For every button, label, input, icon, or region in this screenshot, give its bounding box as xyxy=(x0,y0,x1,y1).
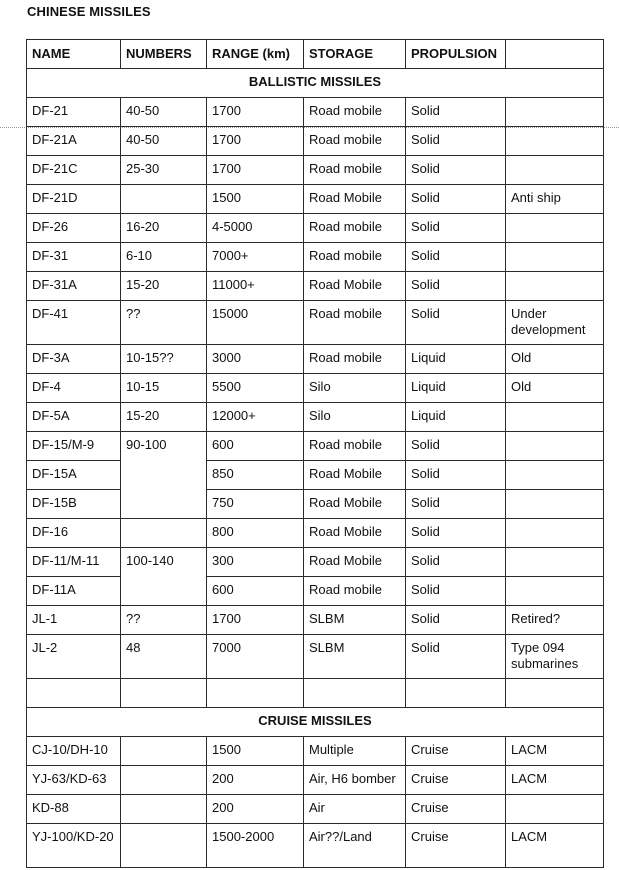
cell-numbers: 15-20 xyxy=(121,403,207,432)
table-row xyxy=(27,606,604,635)
cell-name: JL-1 xyxy=(27,606,121,635)
cell-numbers: 15-20 xyxy=(121,272,207,301)
cell-notes xyxy=(506,98,604,127)
cell-storage: Silo xyxy=(304,403,406,432)
cell-notes xyxy=(506,490,604,519)
table-row xyxy=(27,490,604,519)
table-row xyxy=(27,577,604,606)
cell-notes xyxy=(506,795,604,824)
empty-row xyxy=(27,679,604,708)
cell-notes xyxy=(506,519,604,548)
cell-notes xyxy=(506,577,604,606)
cell-storage: Road Mobile xyxy=(304,548,406,577)
cell-notes xyxy=(506,214,604,243)
cell-range: 1700 xyxy=(207,98,304,127)
cell-storage: Road mobile xyxy=(304,243,406,272)
cell-name: DF-16 xyxy=(27,519,121,548)
cell-storage: Air xyxy=(304,795,406,824)
cell-range: 600 xyxy=(207,432,304,461)
cell-storage: SLBM xyxy=(304,606,406,635)
cell-propulsion: Cruise xyxy=(406,824,506,868)
cell-propulsion: Solid xyxy=(406,243,506,272)
cell-range: 200 xyxy=(207,766,304,795)
cell-name xyxy=(27,824,121,868)
cell-propulsion: Solid xyxy=(406,185,506,214)
cell-name: DF-21D xyxy=(27,185,121,214)
table-row xyxy=(27,461,604,490)
cell-name: DF-31A xyxy=(27,272,121,301)
cell-storage: Road Mobile xyxy=(304,461,406,490)
table-row xyxy=(27,243,604,272)
cell-propulsion: Cruise xyxy=(406,795,506,824)
cell-notes: Under development xyxy=(506,301,604,345)
cell-range: 1500 xyxy=(207,737,304,766)
cell-numbers: 48 xyxy=(121,635,207,679)
cell-range: 1700 xyxy=(207,127,304,156)
cell-propulsion: Liquid xyxy=(406,374,506,403)
cell-name-text: YJ-100/KD-20 xyxy=(32,829,114,844)
cell-storage: Road mobile xyxy=(304,432,406,461)
cell-storage: Silo xyxy=(304,374,406,403)
cell-storage: Road Mobile xyxy=(304,519,406,548)
cell-numbers: 10-15 xyxy=(121,374,207,403)
cell-name: KD-88 xyxy=(27,795,121,824)
header-range: RANGE (km) xyxy=(207,40,304,69)
cell-name: DF-21 xyxy=(27,98,121,127)
cell-propulsion: Liquid xyxy=(406,345,506,374)
cell-numbers xyxy=(121,795,207,824)
table-row xyxy=(27,301,604,345)
cell-range: 12000+ xyxy=(207,403,304,432)
cell-range: 15000 xyxy=(207,301,304,345)
cell-range: 1700 xyxy=(207,156,304,185)
cell-notes xyxy=(506,403,604,432)
cell-numbers xyxy=(121,519,207,548)
cell-range: 600 xyxy=(207,577,304,606)
cell-notes xyxy=(506,548,604,577)
cell-name: DF-11A xyxy=(27,577,121,606)
empty-cell xyxy=(27,679,121,708)
table-row xyxy=(27,795,604,824)
cell-notes xyxy=(506,243,604,272)
cell-name: DF-41 xyxy=(27,301,121,345)
section-title: BALLISTIC MISSILES xyxy=(27,69,604,98)
cell-notes xyxy=(506,461,604,490)
empty-cell xyxy=(304,679,406,708)
table-row xyxy=(27,127,604,156)
table-row xyxy=(27,98,604,127)
cell-propulsion: Solid xyxy=(406,432,506,461)
cell-storage: Road mobile xyxy=(304,345,406,374)
cell-storage: Road Mobile xyxy=(304,272,406,301)
cell-storage: SLBM xyxy=(304,635,406,679)
cell-propulsion: Solid xyxy=(406,461,506,490)
cell-notes: Retired? xyxy=(506,606,604,635)
table-row xyxy=(27,374,604,403)
cell-storage: Multiple xyxy=(304,737,406,766)
cell-propulsion: Solid xyxy=(406,548,506,577)
cell-propulsion: Cruise xyxy=(406,766,506,795)
table-row xyxy=(27,548,604,577)
cell-name: CJ-10/DH-10 xyxy=(27,737,121,766)
header-propulsion: PROPULSION xyxy=(406,40,506,69)
cell-numbers: 40-50 xyxy=(121,127,207,156)
cell-notes xyxy=(506,272,604,301)
cell-range: 1500-2000 xyxy=(207,824,304,868)
header-storage: STORAGE xyxy=(304,40,406,69)
missiles-table xyxy=(26,39,604,868)
cell-name: DF-15A xyxy=(27,461,121,490)
cell-storage: Road mobile xyxy=(304,98,406,127)
cell-name: DF-21C xyxy=(27,156,121,185)
header-name: NAME xyxy=(27,40,121,69)
cell-propulsion: Solid xyxy=(406,635,506,679)
empty-cell xyxy=(406,679,506,708)
cell-numbers xyxy=(121,766,207,795)
cell-numbers: 16-20 xyxy=(121,214,207,243)
table-row xyxy=(27,766,604,795)
cell-propulsion: Solid xyxy=(406,156,506,185)
empty-cell xyxy=(121,679,207,708)
cell-range: 800 xyxy=(207,519,304,548)
cell-storage: Road mobile xyxy=(304,127,406,156)
empty-cell xyxy=(207,679,304,708)
cell-notes xyxy=(506,127,604,156)
cell-numbers xyxy=(121,824,207,868)
cell-range: 850 xyxy=(207,461,304,490)
cell-storage: Road mobile xyxy=(304,577,406,606)
cell-range: 4-5000 xyxy=(207,214,304,243)
cell-propulsion: Solid xyxy=(406,577,506,606)
cell-propulsion: Solid xyxy=(406,98,506,127)
header-numbers: NUMBERS xyxy=(121,40,207,69)
table-row xyxy=(27,403,604,432)
cell-propulsion: Solid xyxy=(406,519,506,548)
table-row xyxy=(27,824,604,868)
cell-storage: Road mobile xyxy=(304,214,406,243)
section-title: CRUISE MISSILES xyxy=(27,708,604,737)
cell-name: DF-3A xyxy=(27,345,121,374)
cell-propulsion: Liquid xyxy=(406,403,506,432)
cell-propulsion: Cruise xyxy=(406,737,506,766)
cell-name: DF-26 xyxy=(27,214,121,243)
cell-range: 200 xyxy=(207,795,304,824)
cell-name: YJ-63/KD-63 xyxy=(27,766,121,795)
cell-range: 11000+ xyxy=(207,272,304,301)
cell-notes: LACM xyxy=(506,737,604,766)
cell-range: 750 xyxy=(207,490,304,519)
cell-notes xyxy=(506,432,604,461)
table-row xyxy=(27,156,604,185)
cell-name: DF-11/M-11 xyxy=(27,548,121,577)
cell-name: DF-21A xyxy=(27,127,121,156)
cell-notes: LACM xyxy=(506,766,604,795)
cell-numbers: ?? xyxy=(121,301,207,345)
cell-numbers: ?? xyxy=(121,606,207,635)
table-row xyxy=(27,214,604,243)
cell-propulsion: Solid xyxy=(406,214,506,243)
cell-name: DF-31 xyxy=(27,243,121,272)
table-row xyxy=(27,635,604,679)
cell-notes: Anti ship xyxy=(506,185,604,214)
cell-numbers: 90-100 xyxy=(121,432,207,519)
section-row-ballistic xyxy=(27,69,604,98)
cell-numbers: 6-10 xyxy=(121,243,207,272)
cell-propulsion: Solid xyxy=(406,490,506,519)
table-row xyxy=(27,272,604,301)
cell-range: 1700 xyxy=(207,606,304,635)
cell-storage: Air, H6 bomber xyxy=(304,766,406,795)
header-row xyxy=(27,40,604,69)
table-row xyxy=(27,519,604,548)
cell-propulsion: Solid xyxy=(406,301,506,345)
section-row-cruise xyxy=(27,708,604,737)
cell-propulsion: Solid xyxy=(406,127,506,156)
cell-range: 3000 xyxy=(207,345,304,374)
cell-range: 5500 xyxy=(207,374,304,403)
cell-numbers: 25-30 xyxy=(121,156,207,185)
cell-notes: Old xyxy=(506,345,604,374)
cell-notes: LACM xyxy=(506,824,604,868)
cell-storage: Road Mobile xyxy=(304,185,406,214)
table-row xyxy=(27,737,604,766)
header-notes xyxy=(506,40,604,69)
cell-numbers: 40-50 xyxy=(121,98,207,127)
cell-notes: Old xyxy=(506,374,604,403)
cell-notes: Type 094 submarines xyxy=(506,635,604,679)
cell-numbers xyxy=(121,737,207,766)
cell-storage: Road mobile xyxy=(304,156,406,185)
table-row xyxy=(27,345,604,374)
cell-numbers: 10-15?? xyxy=(121,345,207,374)
cell-name: DF-15/M-9 xyxy=(27,432,121,461)
document-title: CHINESE MISSILES xyxy=(27,4,151,19)
cell-name: DF-15B xyxy=(27,490,121,519)
table-row xyxy=(27,432,604,461)
cell-range: 1500 xyxy=(207,185,304,214)
cell-range: 300 xyxy=(207,548,304,577)
cell-numbers: 100-140 xyxy=(121,548,207,606)
cell-storage: Road Mobile xyxy=(304,490,406,519)
cell-notes xyxy=(506,156,604,185)
cell-storage: Road mobile xyxy=(304,301,406,345)
empty-cell xyxy=(506,679,604,708)
cell-propulsion: Solid xyxy=(406,272,506,301)
cell-propulsion: Solid xyxy=(406,606,506,635)
cell-range: 7000 xyxy=(207,635,304,679)
cell-numbers xyxy=(121,185,207,214)
cell-storage: Air??/Land xyxy=(304,824,406,868)
cell-name: DF-5A xyxy=(27,403,121,432)
cell-name: JL-2 xyxy=(27,635,121,679)
table-row xyxy=(27,185,604,214)
cell-range: 7000+ xyxy=(207,243,304,272)
cell-name: DF-4 xyxy=(27,374,121,403)
